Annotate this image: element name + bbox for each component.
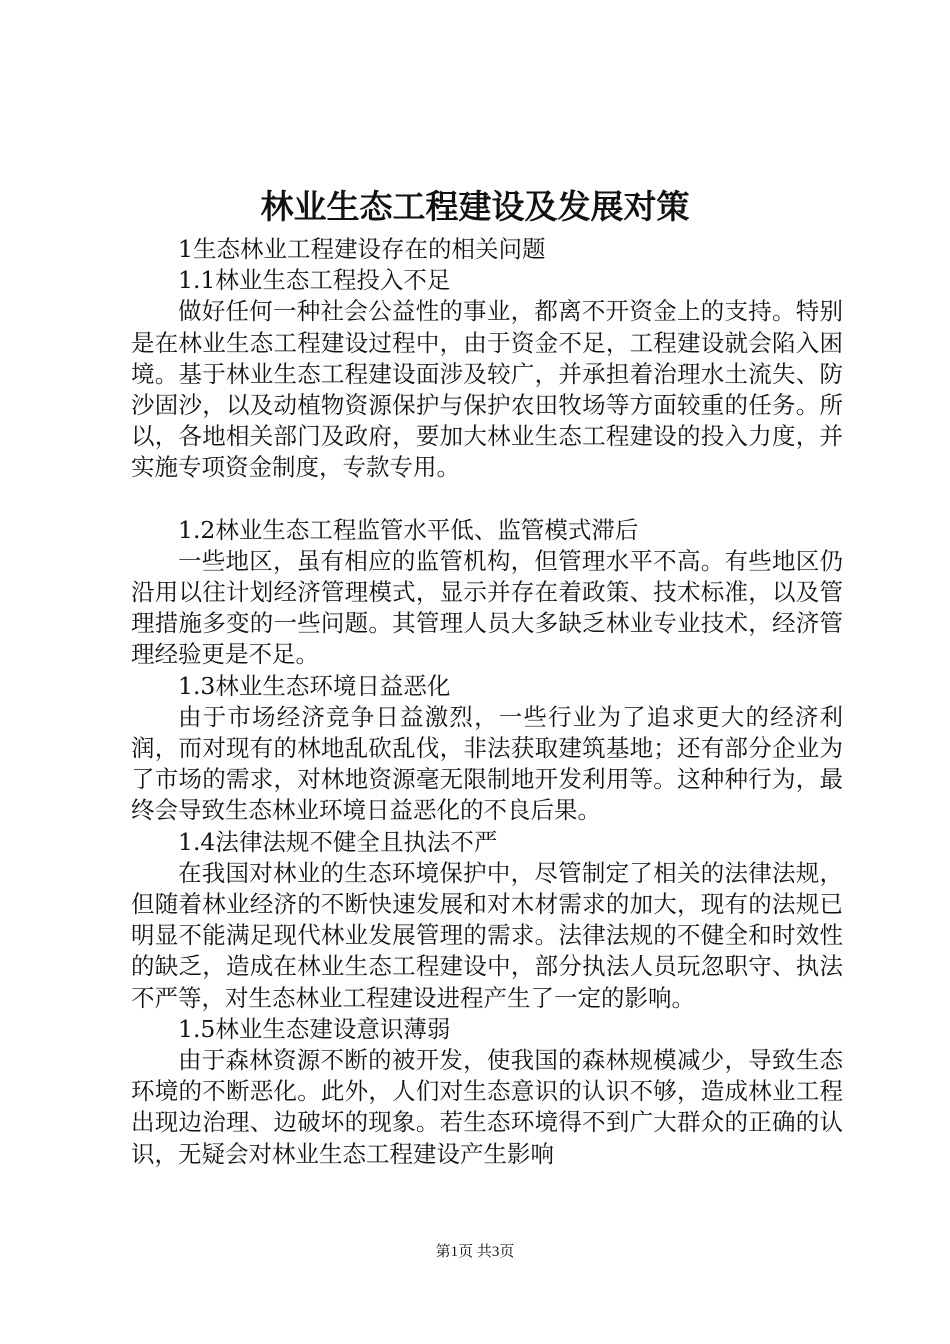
section-heading-1: 1生态林业工程建设存在的相关问题 <box>178 235 546 263</box>
page-footer: 第1页 共3页 <box>435 1244 515 1260</box>
subsection-heading-1-5: 1.5林业生态建设意识薄弱 <box>178 1014 451 1043</box>
subsection-heading-1-4: 1.4法律法规不健全且执法不严 <box>178 827 498 856</box>
subsection-heading-1-3: 1.3林业生态环境日益恶化 <box>178 671 451 700</box>
paragraph-1-4: 在我国对林业的生态环境保护中，尽管制定了相关的法律法规，但随着林业经济的不断快速发展和对木材需求的加大，现有的法规已明显不能满足现代林业发展管理的需求。法律法规的不健全和时效性的缺乏，造成在林业生态工程建设中，部分执法人员玩忽职守、执法不严等，对生态林业工程建设进程产生了一定的影响。 <box>131 858 843 1012</box>
paragraph-1-1: 做好任何一种社会公益性的事业，都离不开资金上的支持。特别是在林业生态工程建设过程中，由于资金不足，工程建设就会陷入困境。基于林业生态工程建设面涉及较广，并承担着治理水土流失、防沙固沙，以及动植物资源保护与保护农田牧场等方面较重的任务。所以，各地相关部门及政府，要加大林业生态工程建设的投入力度，并实施专项资金制度，专款专用。 <box>131 297 843 482</box>
subsection-heading-1-2: 1.2林业生态工程监管水平低、监管模式滞后 <box>178 515 639 544</box>
document-title: 林业生态工程建设及发展对策 <box>260 187 690 226</box>
subsection-heading-1-1: 1.1林业生态工程投入不足 <box>178 266 451 295</box>
paragraph-spacer <box>131 484 843 515</box>
document-body <box>131 234 843 1170</box>
paragraph-1-3: 由于市场经济竞争日益激烈，一些行业为了追求更大的经济利润，而对现有的林地乱砍乱伐，非法获取建筑基地；还有部分企业为了市场的需求，对林地资源毫无限制地开发利用等。这种种行为，最终会导致生态林业环境日益恶化的不良后果。 <box>131 702 843 825</box>
paragraph-1-2: 一些地区，虽有相应的监管机构，但管理水平不高。有些地区仍沿用以往计划经济管理模式，显示并存在着政策、技术标准，以及管理措施多变的一些问题。其管理人员大多缺乏林业专业技术，经济管理经验更是不足。 <box>131 546 843 669</box>
paragraph-1-5: 由于森林资源不断的被开发，使我国的森林规模减少，导致生态环境的不断恶化。此外，人们对生态意识的认识不够，造成林业工程出现边治理、边破坏的现象。若生态环境得不到广大群众的正确的认识，无疑会对林业生态工程建设产生影响 <box>131 1046 843 1168</box>
